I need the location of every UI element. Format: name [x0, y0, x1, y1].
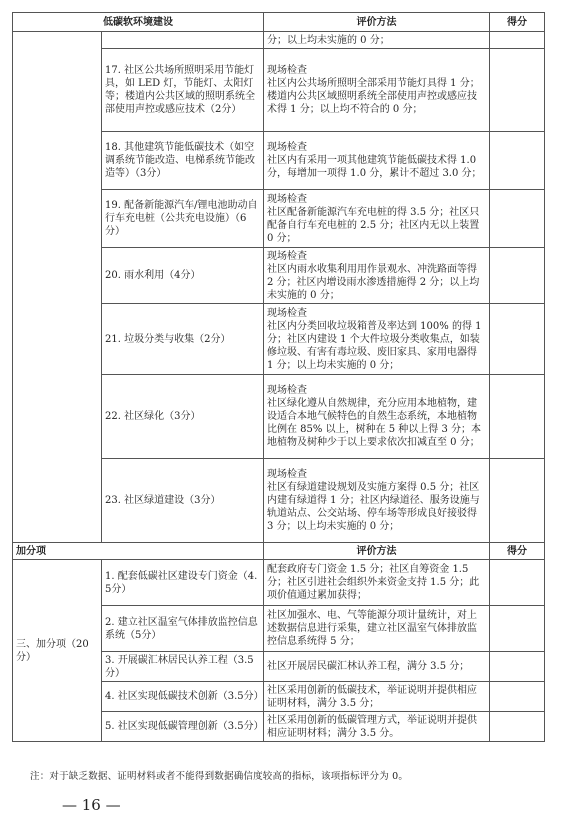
method-cell: 社区加强水、电、气等能源分项计量统计，对上述数据信息进行采集，建立社区温室气体排放监控信息系统得 5 分； [264, 606, 490, 652]
header-row [13, 13, 545, 32]
table-row [13, 560, 545, 606]
method-cell: 社区采用创新的低碳管理方式，举证说明并提供相应证明材料；满分 3.5 分。 [264, 712, 490, 742]
header-method: 评价方法 [264, 13, 490, 32]
score-cell [490, 304, 545, 375]
score-cell [490, 132, 545, 190]
score-cell [490, 682, 545, 712]
item-cell: 21. 垃圾分类与收集（2分） [102, 304, 264, 375]
method-cell: 现场检查 社区有绿道建设规划及实施方案得 0.5 分；社区内建有绿道得 1 分；社区内绿道径、服务设施与轨道站点、公交站场、停车场等形成良好接驳得 3 分；以上均未实施的 0 分； [264, 459, 490, 543]
score-cell [490, 712, 545, 742]
continuation-item [102, 32, 264, 49]
item-cell: 1. 配套低碳社区建设专门资金（4.5分） [102, 560, 264, 606]
bonus-header-score: 得分 [490, 543, 545, 560]
item-cell: 3. 开展碳汇林居民认养工程（3.5分） [102, 652, 264, 682]
method-cell: 社区采用创新的低碳技术，举证说明并提供相应证明材料，满分 3.5 分； [264, 682, 490, 712]
method-cell: 配套政府专门资金 1.5 分；社区自筹资金 1.5 分；社区引进社会组织外来资金支持 1.5 分；此项价值通过累加获得； [264, 560, 490, 606]
method-cell: 现场检查 社区配备新能源汽车充电桩的得 3.5 分；社区只配备自行车充电桩的 2.5 分；社区内无以上装置 0 分； [264, 190, 490, 248]
method-cell: 社区开展居民碳汇林认养工程，满分 3.5 分； [264, 652, 490, 682]
header-score: 得分 [490, 13, 545, 32]
item-cell: 23. 社区绿道建设（3分） [102, 459, 264, 543]
continuation-method: 分；以上均未实施的 0 分； [264, 32, 490, 49]
item-cell: 4. 社区实现低碳技术创新（3.5分） [102, 682, 264, 712]
score-cell [490, 32, 545, 49]
score-cell [490, 190, 545, 248]
score-cell [490, 49, 545, 132]
header-indicator: 低碳软环境建设 [13, 13, 264, 32]
score-cell [490, 652, 545, 682]
score-cell [490, 459, 545, 543]
bonus-header-row [13, 543, 545, 560]
bonus-header-method: 评价方法 [264, 543, 490, 560]
item-cell: 20. 雨水利用（4分） [102, 248, 264, 304]
continuation-row [13, 32, 545, 49]
score-cell [490, 375, 545, 459]
method-cell: 现场检查 社区内有采用一项其他建筑节能低碳技术得 1.0 分，每增加一项得 1.0 分，累计不超过 3.0 分； [264, 132, 490, 190]
score-cell [490, 248, 545, 304]
item-cell: 18. 其他建筑节能低碳技术（如空调系统节能改造、电梯系统节能改造等）（3分） [102, 132, 264, 190]
bonus-category-cell: 三、加分项（20分） [13, 560, 102, 742]
bonus-header-indicator: 加分项 [13, 543, 264, 560]
item-cell: 19. 配备新能源汽车/锂电池助动自行车充电桩（公共充电设施）（6分） [102, 190, 264, 248]
item-cell: 22. 社区绿化（3分） [102, 375, 264, 459]
method-cell: 现场检查 社区绿化遵从自然规律，充分应用本地植物，建设适合本地气候特色的自然生态系统，本地植物比例在 85% 以上，树种在 5 种以上得 3 分；本地植物及树种少于以上要求依次扣减直至 0 分； [264, 375, 490, 459]
footnote: 注：对于缺乏数据、证明材料或者不能得到数据确信度较高的指标，该项指标评分为 0。 [30, 771, 409, 782]
method-cell: 现场检查 社区内雨水收集利用用作景观水、冲洗路面等得 2 分；社区内增设雨水渗透措施得 2 分；以上均未实施的 0 分； [264, 248, 490, 304]
item-cell: 5. 社区实现低碳管理创新（3.5分） [102, 712, 264, 742]
score-cell [490, 606, 545, 652]
page-number: — 16 — [62, 796, 121, 814]
evaluation-table [12, 12, 545, 742]
category-cell [13, 32, 102, 543]
method-cell: 现场检查 社区内公共场所照明全部采用节能灯具得 1 分；楼道内公共区域照明系统全部使用声控或感应技术得 1 分；以上均不符合的 0 分； [264, 49, 490, 132]
score-cell [490, 560, 545, 606]
method-cell: 现场检查 社区内分类回收垃圾箱普及率达到 100% 的得 1 分；社区内建设 1 个大件垃圾分类收集点，如装修垃圾、有害有毒垃圾、废旧家具、家用电器得 1 分；以上均未实施的 0 分； [264, 304, 490, 375]
item-cell: 17. 社区公共场所照明采用节能灯具，如 LED 灯，节能灯、太阳灯等；楼道内公共区域的照明系统全部使用声控或感应技术（2分） [102, 49, 264, 132]
item-cell: 2. 建立社区温室气体排放监控信息系统（5分） [102, 606, 264, 652]
